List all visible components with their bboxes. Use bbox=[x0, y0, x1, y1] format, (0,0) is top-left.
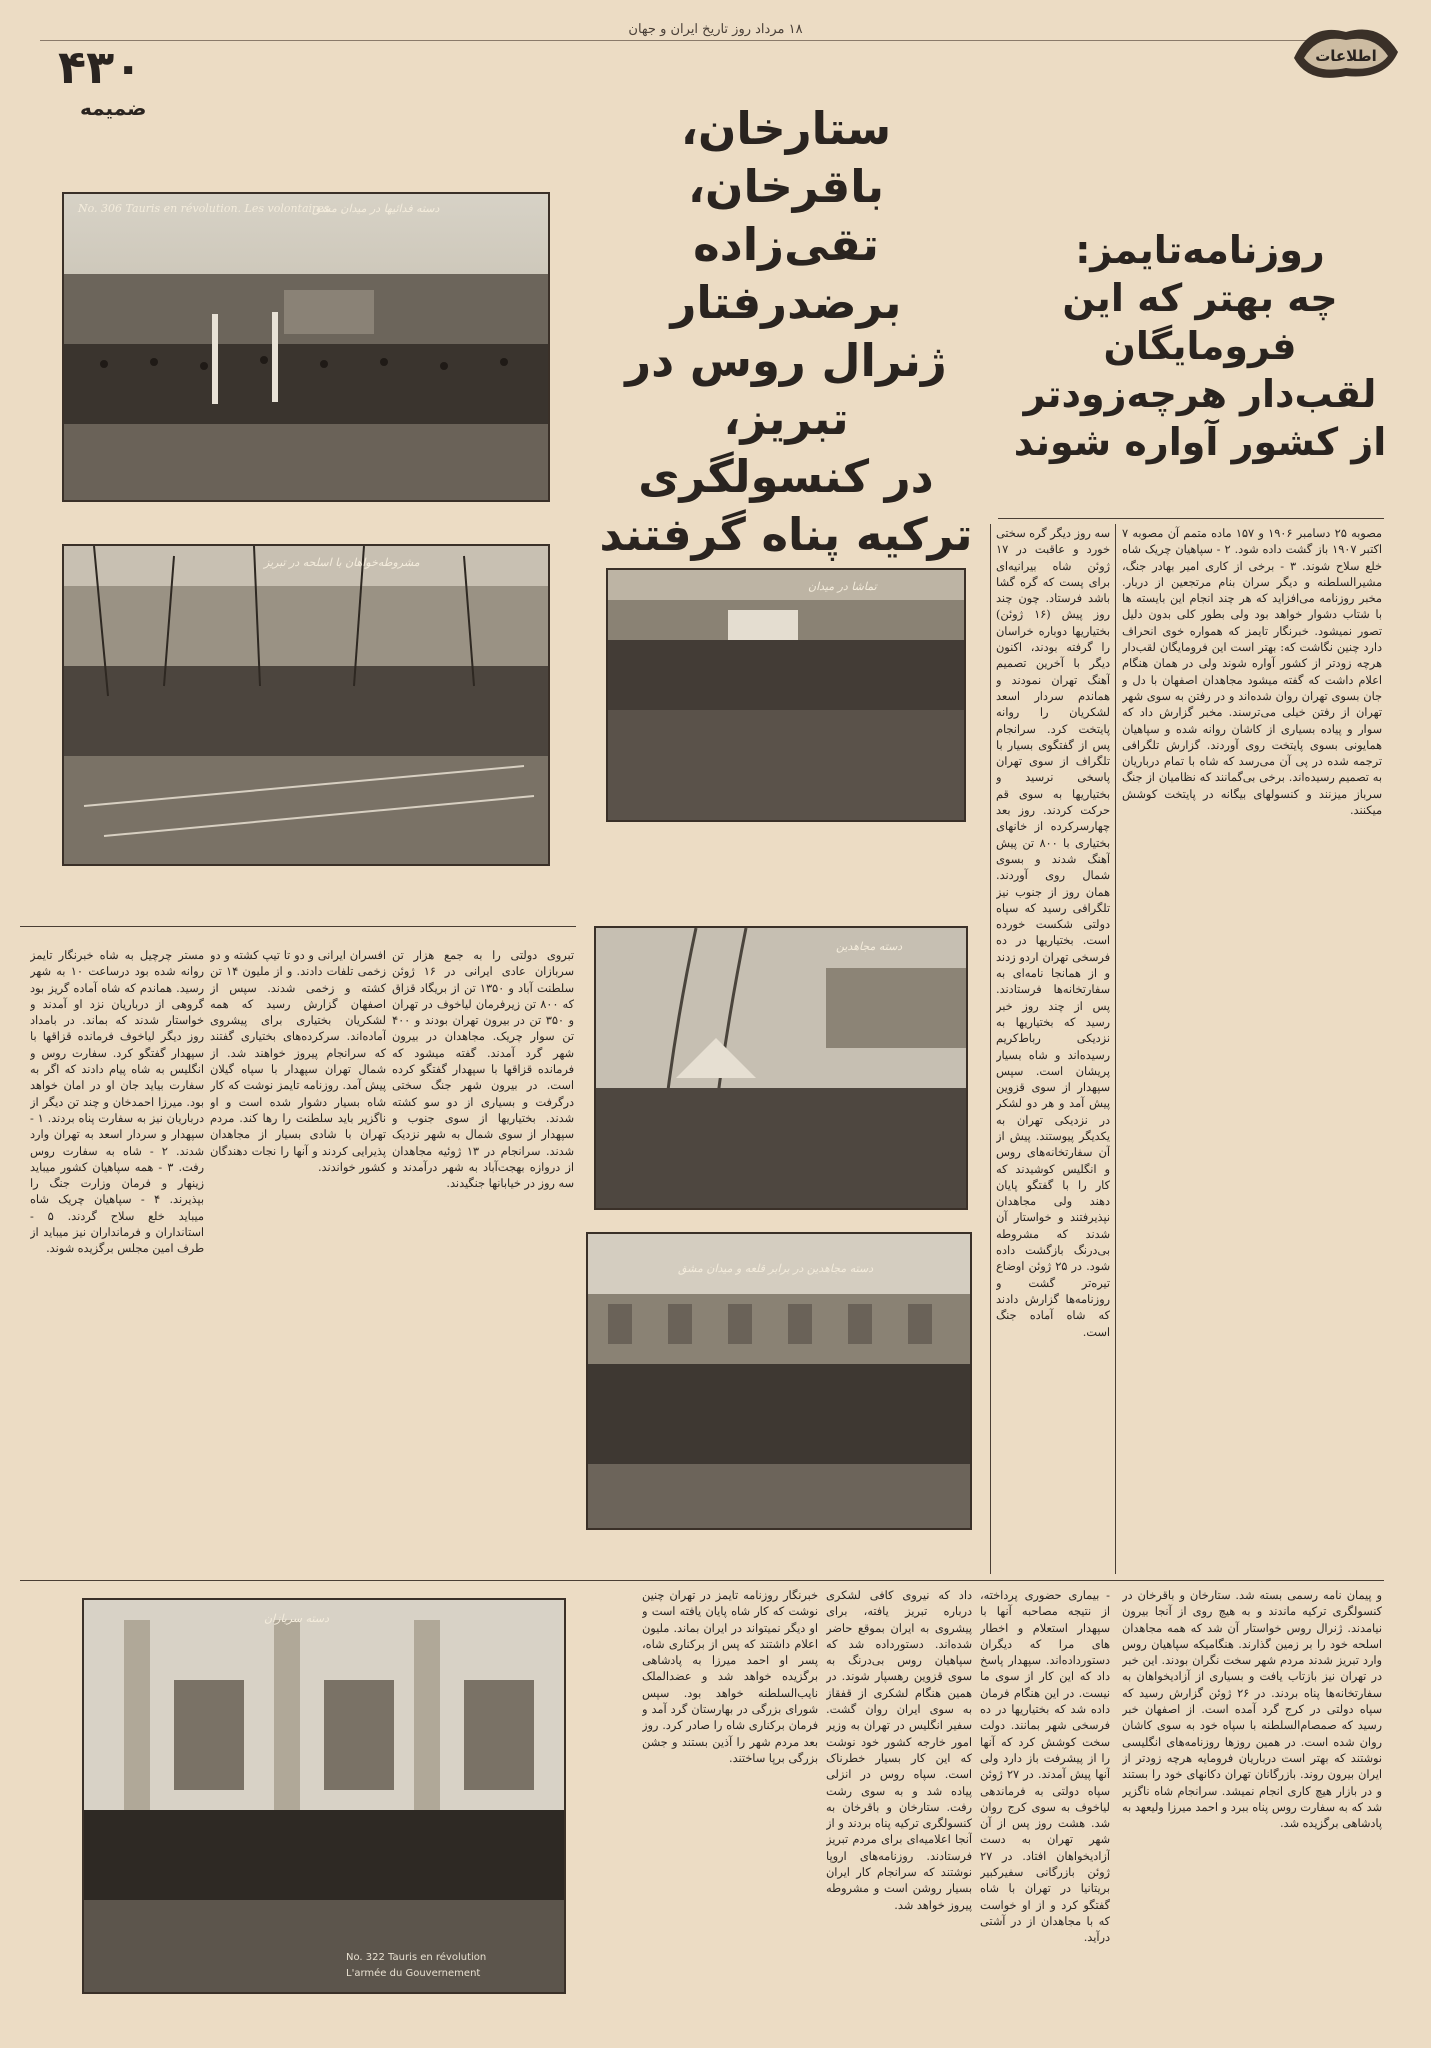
article-column-9: خبرنگار روزنامه تایمز در تهران چنین نوشت که کار شاه پایان یافته است و او دیگر نمیتواند در ایران بماند. ملیون اعلام داشتند که پس از برکناری شاه، پسر او احمد میرزا به پادشاهی برگزیده خواهد شد و عضدالملک نایب‌السلطنه خواهد بود. سپس شورای بزرگی در بهارستان گرد آمد و فرمان برکناری شاه را صادر کرد. روز بعد مردم شهر را آذین بستند و جشن بزرگی برپا ساختند. bbox=[642, 1589, 818, 1765]
column-rule-2 bbox=[990, 524, 991, 1574]
headline-rule bbox=[998, 518, 1384, 519]
article-column-7: افسران ایرانی و دو تا تیپ کشته و دو زخمی تلفات دادند. و از ملیون ۱۴ تن کشته و زخمی شدند. سپس از اصفهان گزارش رسید که همه لشکریان بختیاری برای پیشروی آماده‌اند. سرکرده‌های بختیاری گفتند که سرانجام پیروز خواهند شد. از شمال تهران سپهدار با سپاه گیلان پیش آمد. روزنامه تایمز نوشت که کار شاه بسیار دشوار شده است و او ناگزیر باید سلطنت را رها کند. مردم تهران با شادی بسیار از مجاهدان پذیرایی کردند و آنها را نجات دهندگان کشور خواندند. bbox=[210, 949, 386, 1174]
times-headline-line-1: روزنامه‌تایمز: bbox=[1075, 228, 1325, 272]
photo-spectators-caption: تماشا در میدان bbox=[808, 580, 877, 593]
article-column-1: مصوبه ۲۵ دسامبر ۱۹۰۶ و ۱۵۷ ماده متمم آن مصوبه ۷ اکتبر ۱۹۰۷ باز گشت داده شود. ۲ - سپاهیان چریک شاه خلع سلاح شوند. ۳ - برخی از کاری امیر بهادر جنگ، مشیرالسلطنه و دیگر سران بنام مرتجعین از دربار. مخبر روزنامه می‌افزاید که هر چند انجام این بایسته ها با شتاب دشوار خواهد بود ولی بطور کلی بدون دلیل تصور نمیشود. خبرنگار تایمز که همواره خوی انحراف دارد چنین نگاشت که: بهتر است این فرومایگان لقب‌دار هرچه زودتر از کشور آواره شوند ولی در همان هنگام اعلام داشت که گفته میشود مجاهدان اصفهان با دل و جان بسوی تهران روان شده‌اند و در رفتن به سوی شهر تهران از رفتن خیلی می‌ترسند. مخبر گزارش داد که سوار و پیاده بسیاری از کاشان روانه شده و سپاهیان همایونی بسوی پایتخت روی آوردند. گزارش تلگرافی ترجمه شده در پی آن می‌رسد که شاه با تمام درباریان به تصمیم رسیده‌اند. برخی بی‌گمانند که نظامیان از جنگ سرباز میزنند و کنسولهای بیگانه در پایتخت کوشش میکنند. bbox=[1122, 527, 1382, 818]
lower-rule bbox=[20, 1580, 1384, 1581]
supplement-label: ضمیمه bbox=[80, 96, 147, 120]
times-headline-line-4: لقب‌دار هرچه‌زودتر bbox=[1023, 372, 1377, 416]
photo-formation-caption: دسته مجاهدین در برابر قلعه و میدان مشق bbox=[678, 1262, 874, 1275]
article-column-6: تبروی دولتی را به جمع هزار تن سربازان عادی ایرانی در ۱۶ ژوئن سلطنت آباد و ۱۳۵۰ تن از بریگاد قزاق که ۸۰۰ تن زیرفرمان لیاخوف در تهران و ۳۵۰ تن در بیرون تهران بودند و ۴۰۰ تن سوار چریک. مجاهدان در بیرون شهر گرد آمدند. گفته میشود که فرمانده قزاقها با سپهدار گفتگو کرده است. در بیرون شهر جنگ سختی درگرفت و بسیاری از دو سو کشته شدند. بختیاریها از سوی جنوب و سپهدار از سوی شمال به شهر نزدیک شدند. سرانجام در ۱۳ ژوئیه مجاهدان از دروازه بهجت‌آباد به شهر درآمدند و سه روز در خیابانها جنگیدند. bbox=[392, 949, 574, 1191]
times-headline-line-5: از کشور آواره شوند bbox=[1013, 420, 1387, 464]
header-rule bbox=[40, 40, 1380, 41]
logo-text: اطلاعات bbox=[1315, 47, 1377, 65]
main-headline-line-2: تقی‌زاده برضدرفتار bbox=[670, 218, 902, 329]
main-headline-line-1: ستارخان، باقرخان، bbox=[680, 102, 892, 213]
column-rule-1 bbox=[1115, 524, 1116, 1574]
photo-tents bbox=[594, 926, 968, 1210]
main-headline bbox=[576, 100, 996, 564]
main-headline-line-4: در کنسولگری bbox=[638, 450, 934, 503]
photo-soldiers-caption-2: L'armée du Gouvernement bbox=[346, 1968, 481, 1979]
photo-soldiers bbox=[82, 1598, 566, 1994]
photo-armed-crowd bbox=[62, 544, 550, 866]
newspaper-logo bbox=[1290, 18, 1402, 88]
times-headline-line-3: فرومایگان bbox=[1103, 324, 1297, 368]
article-column-2: سه روز دیگر گره سختی خورد و عاقبت در ۱۷ ژوئن شاه بیرانیه‌ای برای پست که گره گشا باشد فرستاد. چون چند روز پیش (۱۶ ژوئن) بختیاریها دوباره خراسان را گرفته بودند، اکنون دیگر با آخرین تصمیم آهنگ تهران نمودند و هماندم سردار اسعد لشکریان را روانه پایتخت کرد. سرانجام پس از گفتگوی بسیار با تلگراف از سوی تهران پاسخی نرسید و بختیاریها به سوی قم حرکت کردند. روز بعد چهارسرکرده از خانهای بختیاری با ۸۰۰ تن پیش آهنگ شدند و بسوی شمال روی آوردند. همان روز از جنوب نیز تلگرافی رسید که سپاه دولتی شکست خورده است. بختیاریها در ده فرسخی تهران اردو زدند و از همانجا نامه‌ای به سفارتخانه‌ها فرستادند. پس از چند روز خبر رسید که بختیاریها به نزدیکی رباط‌کریم رسیده‌اند و شاه بسیار پریشان است. سپس سپهدار از سوی قزوین پیش آمد و هر دو لشکر در نزدیکی تهران به یکدیگر پیوستند. پیش از آن سفارتخانه‌های روس و انگلیس کوشیدند که کار را با گفتگو پایان دهند ولی مجاهدان نپذیرفتند و خواستار آن شدند که مشروطه بی‌درنگ بازگشت داده شود. در ۲۵ ژوئن اوضاع تیره‌تر گشت و روزنامه‌ها گزارش دادند که شاه آماده جنگ است. bbox=[996, 527, 1110, 1339]
photo-volunteers-caption-fa: دسته فدائیها در میدان مشق bbox=[312, 202, 440, 215]
times-headline-line-2: چه بهتر که این bbox=[1062, 276, 1338, 320]
middle-rule bbox=[20, 926, 576, 927]
main-headline-line-5: ترکیه پناه گرفتند bbox=[599, 508, 973, 561]
times-headline bbox=[1000, 226, 1400, 466]
article-column-8: مستر چرچیل به شاه خبرنگار تایمز روانه شده بود درساعت ۱۰ به شهر رسید. هماندم که شاه آماده گریز بود گروهی از درباریان نزد او آمدند و خواستار شدند که بماند. در بامداد روز دیگر لیاخوف فرمانده قزاقها با سپهدار گفتگو کرد. سفارت روس و انگلیس به شاه پیام دادند که اگر به سفارت بیاید جان او در امان خواهد بود. میرزا احمدخان و چند تن دیگر از درباریان نیز به سفارت پناه بردند. ۱ - سپهدار و سردار اسعد به تهران وارد شدند. ۲ - شاه به سفارت روس رفت. ۳ - همه سپاهیان کشور میباید زینهار و فرمان وزارت جنگ را بپذیرند. ۴ - سپاهیان چریک شاه میباید خلع سلاح گردند. ۵ - استانداران و فرمانداران نیز میباید از طرف امین مجلس برگزیده شوند. bbox=[30, 949, 204, 1256]
photo-volunteers bbox=[62, 192, 550, 502]
photo-soldiers-caption-1: No. 322 Tauris en révolution bbox=[346, 1952, 487, 1963]
article-column-4: - بیماری حضوری پرداخته، از نتیجه مصاحبه آنها با سپهدار استعلام و اخطار های مرا که دیگران دستورداده‌اند. سپهدار پاسخ داد که این کار از سوی ما نیست. در این هنگام فرمان داده شد که بختیاریها در ده فرسخی شهر بمانند. دولت سخت کوشش کرد که آنها را از پیشرفت باز دارد ولی آنها پیش آمدند. در ۲۷ ژوئن سپاه دولتی به فرماندهی لیاخوف به سوی کرج روان شد. هشت روز پس از آن شهر تهران به دست آزادیخواهان افتاد. در ۲۷ ژوئن بازرگانی سفیرکبیر بریتانیا در تهران با شاه گفتگو کرد و از او خواست که با مجاهدان از در آشتی درآید. bbox=[980, 1589, 1110, 1945]
article-column-5: داد که نیروی کافی لشکری درباره تبریز یافته، برای پیشروی به ایران بموقع حاضر شده‌اند. دستورداده شد که سپاهیان روس بی‌درنگ به سوی قزوین رهسپار شوند. در همین هنگام لشکری از قفقاز به سوی ایران روان گشت. سفیر انگلیس در تهران به وزیر امور خارجه کشور خود نوشت که این کار بسیار خطرناک است. سپاه روس در انزلی پیاده شد و به سوی رشت رفت. ستارخان و باقرخان به کنسولگری ترکیه پناه بردند و از آنجا اعلامیه‌ای برای مردم تبریز فرستادند. روزنامه‌های اروپا نوشتند که سرانجام کار ایران بسیار روشن است و مشروطه پیروز خواهد شد. bbox=[826, 1589, 972, 1912]
main-headline-line-3: ژنرال روس در تبریز، bbox=[625, 334, 947, 445]
running-header: ۱۸ مرداد روز تاریخ ایران و جهان bbox=[628, 22, 803, 37]
photo-spectators bbox=[606, 568, 966, 822]
article-column-3: و پیمان نامه رسمی بسته شد. ستارخان و باقرخان در کنسولگری ترکیه ماندند و به هیچ روی از آنجا بیرون نیامدند. ژنرال روس خواستار آن شد که همه مجاهدان اسلحه خود را بر زمین گذارند. هنگامیکه سپاهیان روس وارد تبریز شدند مردم شهر سخت نگران بودند. این خبر در تهران نیز بازتاب یافت و بسیاری از آزادیخواهان به سفارتخانه‌ها پناه بردند. در ۲۶ ژوئن گزارش رسید که سپاه دولتی در کرج گرد آمده است. از اصفهان خبر رسید که صمصام‌السلطنه با سپاه خود به سوی کاشان روان شده است. در همین روزها روزنامه‌های انگلیسی نوشتند که بهتر است درباریان فرومایه هرچه زودتر از ایران بیرون روند. بازرگانان تهران دکانهای خود را بستند و در بازار هیچ کاری انجام نمیشد. سرانجام شاه ناگزیر شد که به سفارت روس پناه ببرد و احمد میرزا ولیعهد به پادشاهی برگزیده شد. bbox=[1122, 1589, 1382, 1831]
photo-volunteers-caption: No. 306 Tauris en révolution. Les volontaires bbox=[78, 202, 330, 215]
photo-formation bbox=[586, 1232, 972, 1530]
page-number: ۴۳۰ bbox=[58, 40, 143, 94]
photo-soldiers-caption-fa: دسته سربازان bbox=[264, 1612, 329, 1625]
photo-armed-crowd-caption: مشروطه‌خواهان با اسلحه در تبریز bbox=[264, 556, 420, 569]
photo-tents-caption: دسته مجاهدین bbox=[836, 940, 903, 953]
